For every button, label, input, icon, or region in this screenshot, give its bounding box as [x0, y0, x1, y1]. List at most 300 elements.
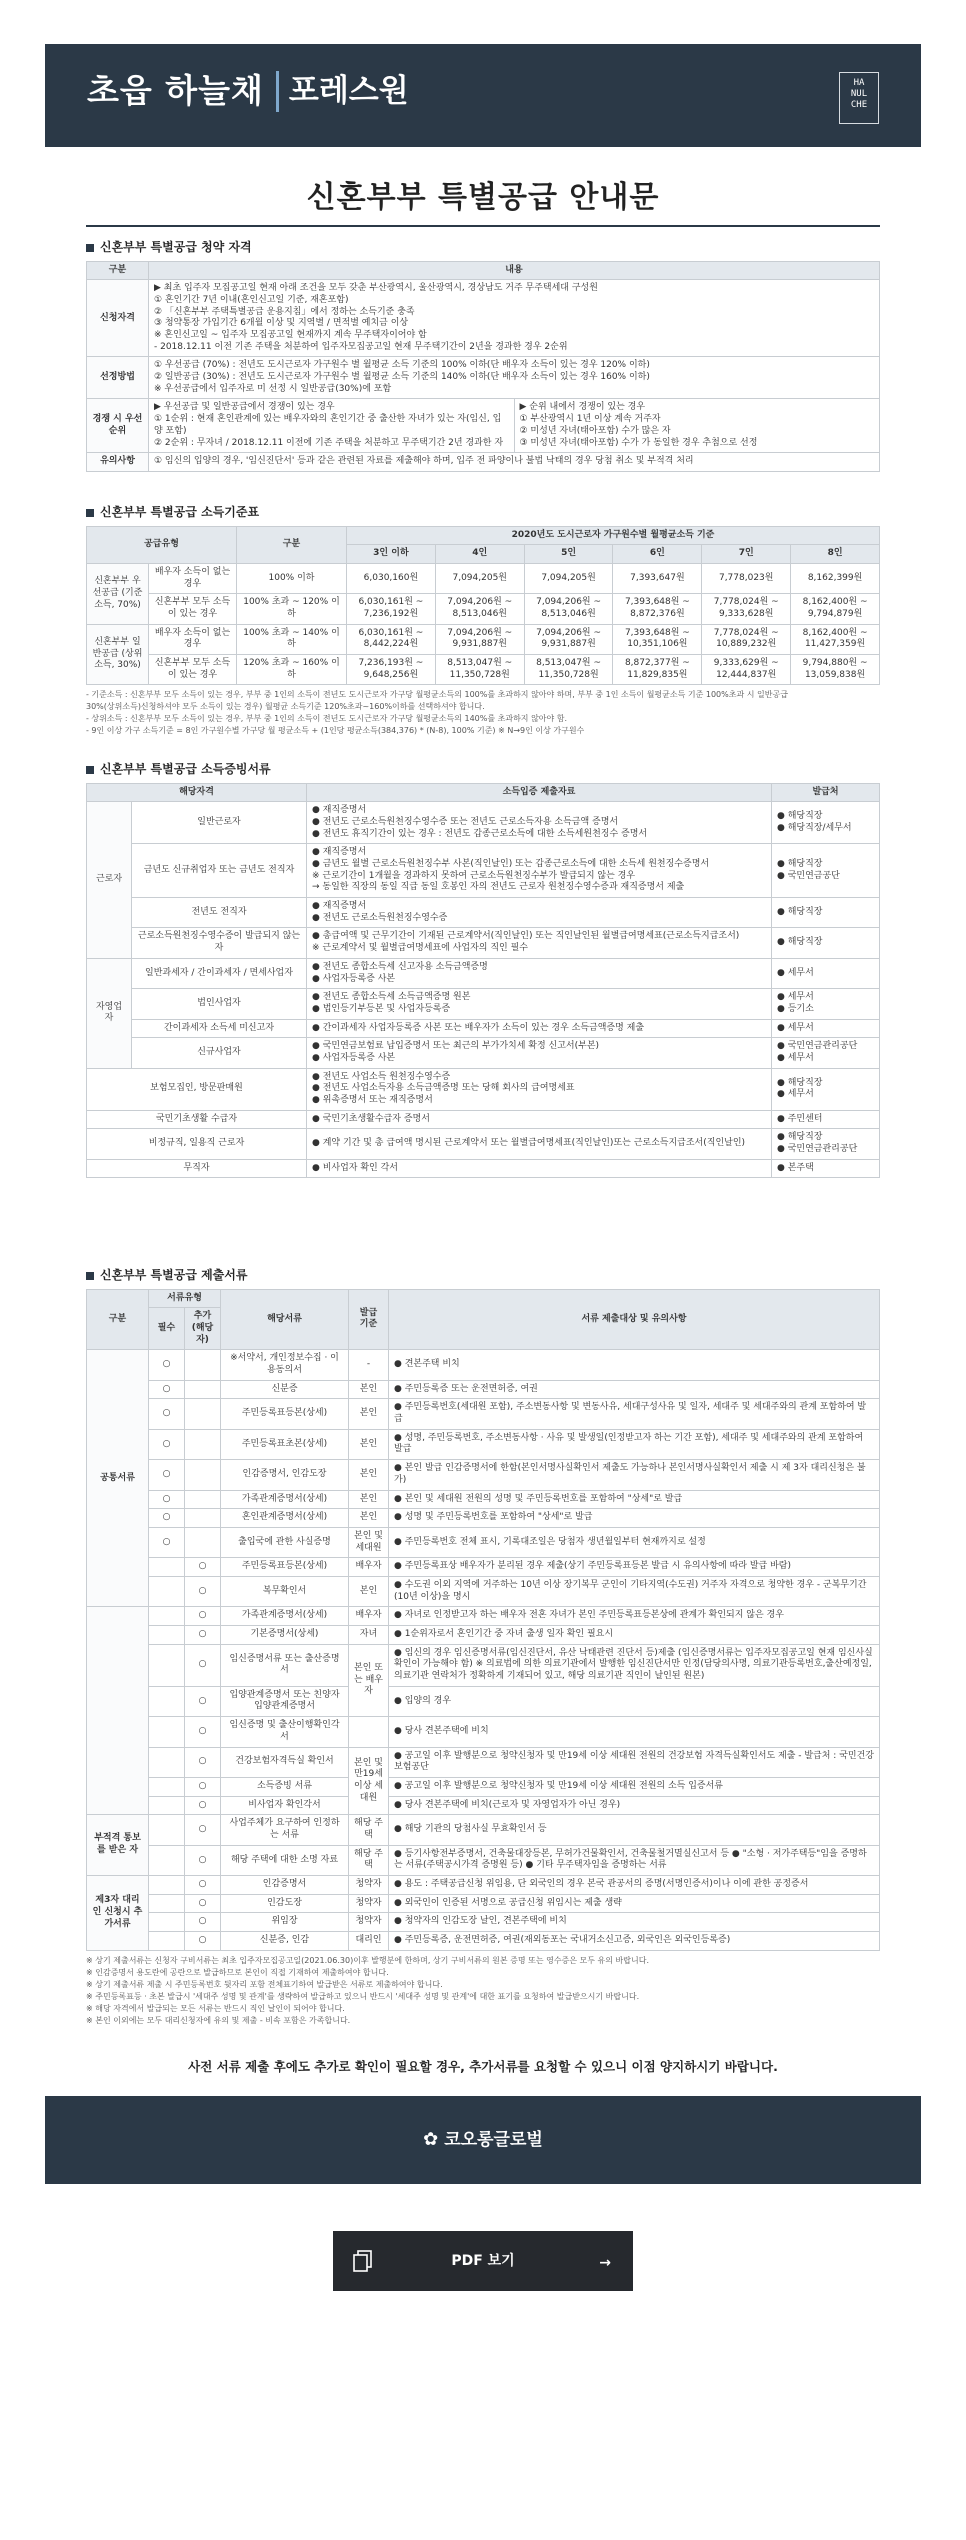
income-value: 8,162,400원 ~ 11,427,359원 [791, 624, 880, 654]
eligibility-row [87, 453, 880, 472]
col-header: 소득입증 제출자료 [307, 783, 772, 802]
required-mark [149, 1717, 185, 1747]
text-line: ● 해당직장 [777, 811, 823, 822]
additional-mark: ○ [185, 1747, 221, 1777]
required-mark [149, 1894, 185, 1913]
col-header: 추가 (해당자) [185, 1308, 221, 1350]
section-heading [86, 762, 880, 778]
additional-mark [185, 1509, 221, 1528]
additional-mark [185, 1527, 221, 1557]
submission-notes [86, 1955, 880, 2027]
eligibility-row [87, 399, 880, 453]
issue-basis: 청약자 [349, 1894, 389, 1913]
document-note: ● 용도 : 주택공급신청 위임용, 단 외국인의 경우 본국 관공서의 증명(서명인증서)이나 이에 관한 공정증서 [389, 1876, 880, 1895]
document-name: 해당 주택에 대한 소명 자료 [221, 1845, 349, 1875]
income-value: 6,030,160원 [347, 563, 436, 593]
text-line: ● 세무서 [777, 1052, 814, 1063]
issue-basis: 본인 및 만19세이상 세대원 [349, 1747, 389, 1815]
document-note: ● 공고일 이후 발행분으로 청약신청자 및 만19세 이상 세대원 전원의 건강보험 자격득실확인서도 제출 - 발급처 : 국민건강보험공단 [389, 1747, 880, 1777]
company-name: 코오롱글로벌 [444, 2129, 543, 2150]
text-line: ● 전년도 종합소득세 신고자용 소득금액증명 [312, 961, 488, 972]
submission-doc-row [87, 1717, 880, 1747]
text-line: ● 사업자등록증 사본 [312, 973, 396, 984]
text-line: ※ 혼인신고일 ~ 입주자 모집공고일 현재까지 계속 무주택자이어야 함 [154, 330, 427, 341]
subcategory-label: 근로소득원천징수영수증이 발급되지 않는 자 [132, 928, 307, 958]
document-name: 소득증빙 서류 [221, 1777, 349, 1796]
row-label: 신청자격 [87, 280, 149, 357]
required-docs [307, 1038, 772, 1068]
income-doc-row [87, 802, 880, 844]
required-mark: ○ [149, 1380, 185, 1399]
col-header: 발급 기준 [349, 1289, 389, 1350]
text-line: ● 국민기초생활수급자 증명서 [312, 1113, 430, 1124]
document-note: ● 성명, 주민등록번호, 주소변동사항 · 사유 및 발생일(인정받고자 하는 기간 포함), 세대주 및 세대주와의 관계 포함하여 발급 [389, 1429, 880, 1459]
required-docs [307, 1110, 772, 1129]
income-value: 7,393,647원 [613, 563, 702, 593]
income-value: 8,872,377원 ~ 11,829,835원 [613, 655, 702, 685]
submission-doc-row [87, 1399, 880, 1429]
submission-doc-row [87, 1429, 880, 1459]
required-mark [149, 1913, 185, 1932]
col-header: 서류유형 [149, 1289, 221, 1308]
row-content [149, 399, 515, 453]
page-title: 신혼부부 특별공급 안내문 [306, 180, 660, 215]
additional-mark: ○ [185, 1913, 221, 1932]
col-header: 6인 [613, 545, 702, 564]
issue-basis [349, 1717, 389, 1747]
subcategory-label: 간이과세자 소득세 미신고자 [132, 1019, 307, 1038]
text-line: ● 전년도 근로소득원천징수영수증 또는 전년도 근로소득자용 소득금액 증명서 [312, 816, 619, 827]
text-line: ● 금년도 월별 근로소득원천징수부 사본(직인날인) 또는 갑종근로소득에 대한 소득세 원천징수증명서 [312, 859, 710, 870]
income-row [87, 624, 880, 654]
text-line: ● 세무서 [777, 992, 814, 1003]
income-value: 7,236,193원 ~ 9,648,256원 [347, 655, 436, 685]
logo-line: NUL [850, 89, 868, 99]
text-line: ● 재직증명서 [312, 901, 367, 912]
issue-basis: 배우자 [349, 1558, 389, 1577]
pct-range: 100% 초과 ~ 120% 이하 [237, 594, 347, 624]
note-line: ※ 상기 제출서류는 신청자 구비서류는 최초 입주자모집공고일(2021.06.30)이후 발행분에 한하며, 상기 구비서류의 원본 증명 또는 영수증은 모두 유의 바랍니다. [86, 1955, 650, 1965]
required-mark [149, 1644, 185, 1686]
issuer [772, 1019, 880, 1038]
document-note: ● 본인 및 세대원 전원의 성명 및 주민등록번호를 포함하여 "상세"로 발급 [389, 1490, 880, 1509]
header-banner [45, 44, 921, 147]
document-name: 입양관계증명서 또는 친양자 입양관계증명서 [221, 1686, 349, 1716]
text-line: ▶ 우선공급 및 일반공급에서 경쟁이 있는 경우 [154, 402, 335, 413]
income-value: 7,778,024원 ~ 9,333,628원 [702, 594, 791, 624]
required-mark [149, 1558, 185, 1577]
required-mark [149, 1796, 185, 1815]
issue-basis: 배우자 [349, 1607, 389, 1626]
subcategory-label: 금년도 신규취업자 또는 금년도 전직자 [132, 844, 307, 898]
document-note: ● 주민등록증, 운전면허증, 여권(재외동포는 국내거소신고증, 외국인은 외국인등록증) [389, 1932, 880, 1951]
col-header: 구분 [87, 1289, 149, 1350]
eligibility-row [87, 280, 880, 357]
required-docs [307, 1019, 772, 1038]
required-mark: ○ [149, 1527, 185, 1557]
issue-basis: 본인 [349, 1490, 389, 1509]
submission-docs-table [86, 1289, 880, 1951]
brand [87, 70, 419, 113]
income-row [87, 594, 880, 624]
col-header: 해당서류 [221, 1289, 349, 1350]
issue-basis: 본인 [349, 1460, 389, 1490]
required-docs [307, 989, 772, 1019]
text-line: ● 본주택 [777, 1162, 814, 1173]
issue-basis: 본인 또는 배우자 [349, 1644, 389, 1716]
issue-basis: 해당 주택 [349, 1815, 389, 1845]
category-label: 근로자 [87, 802, 132, 959]
text-line: ※ 근로계약서 및 월별급여명세표에 사업자의 직인 필수 [312, 943, 528, 954]
document-note: ● 주민등록증 또는 운전면허증, 여권 [389, 1380, 880, 1399]
pct-range: 100% 이하 [237, 563, 347, 593]
text-line: ● 전년도 사업소득 원천징수영수증 [312, 1071, 451, 1082]
required-mark: ○ [149, 1509, 185, 1528]
issue-basis: - [349, 1350, 389, 1380]
text-line: ② 2순위 : 무자녀 / 2018.12.11 이전에 기존 주택을 처분하고 무주택기간 2년 경과한 자 [154, 437, 504, 448]
submission-doc-row [87, 1350, 880, 1380]
submission-doc-row [87, 1626, 880, 1645]
required-mark: ○ [149, 1460, 185, 1490]
subcategory-label: 무직자 [87, 1159, 307, 1178]
income-docs-table [86, 783, 880, 1179]
text-line: ● 등기소 [777, 1003, 814, 1014]
issue-basis: 본인 [349, 1399, 389, 1429]
document-note: ● 입양의 경우 [389, 1686, 880, 1716]
text-line: ● 법인등기부등본 및 사업자등록증 [312, 1003, 451, 1014]
group-label: 공통서류 [87, 1350, 149, 1607]
sub-label: 신혼부부 모두 소득이 있는 경우 [149, 594, 237, 624]
bullet-square-icon [86, 766, 94, 774]
section-heading-text: 신혼부부 특별공급 제출서류 [100, 1268, 248, 1282]
document-name: 비사업자 확인각서 [221, 1796, 349, 1815]
sub-label: 배우자 소득이 없는 경우 [149, 563, 237, 593]
group-label: 제3자 대리인 신청시 추가서류 [87, 1876, 149, 1951]
required-mark [149, 1932, 185, 1951]
submission-doc-row [87, 1686, 880, 1716]
required-mark: ○ [149, 1429, 185, 1459]
required-mark [149, 1686, 185, 1716]
income-value: 7,094,206원 ~ 8,513,046원 [524, 594, 613, 624]
group-label: 신혼부부 일반공급 (상위소득, 30%) [87, 624, 149, 685]
income-row [87, 655, 880, 685]
col-header: 공급유형 [87, 526, 237, 563]
income-value: 7,094,205원 [435, 563, 524, 593]
income-value: 7,094,206원 ~ 8,513,046원 [435, 594, 524, 624]
document-note: ● 수도권 이외 지역에 거주하는 10년 이상 장기복무 군인이 기타지역(수도권) 거주자 자격으로 청약한 경우 - 군복무기간(10년 이상)을 명시 [389, 1576, 880, 1606]
document-note: ● 공고일 이후 발행분으로 청약신청자 및 만19세 이상 세대원 전원의 소득 입증서류 [389, 1777, 880, 1796]
text-line: ① 혼인기간 7년 이내(혼인신고일 기준, 재혼포함) [154, 294, 349, 305]
document-note: ● 견본주택 비치 [389, 1350, 880, 1380]
bullet-square-icon [86, 509, 94, 517]
required-docs [307, 1129, 772, 1159]
additional-mark [185, 1429, 221, 1459]
text-line: ● 전년도 종합소득세 소득금액증명 원본 [312, 992, 471, 1003]
col-header: 서류 제출대상 및 유의사항 [389, 1289, 880, 1350]
additional-mark: ○ [185, 1932, 221, 1951]
document-name: 신분증, 인감 [221, 1932, 349, 1951]
income-doc-row [87, 844, 880, 898]
section-submission-docs [86, 1268, 880, 2027]
income-doc-row [87, 1110, 880, 1129]
eligibility-row [87, 357, 880, 399]
section-heading [86, 240, 880, 256]
issuer [772, 1038, 880, 1068]
note-line: ※ 주민등록표등 · 초본 발급시 '세대주 성명 및 관계'를 생략하여 발급하고 있으니 반드시 '세대주 성명 및 관계'에 대한 표기를 요청하여 발급받으시기 바랍니다. [86, 1991, 640, 2001]
additional-mark: ○ [185, 1717, 221, 1747]
income-value: 8,513,047원 ~ 11,350,728원 [435, 655, 524, 685]
text-line: ● 해당직장 [777, 1077, 823, 1088]
note-line: - 9인 이상 가구 소득기준 = 8인 가구원수별 가구당 월 평균소득 + (1인당 평균소득(384,376) * (N-8), 100% 기준) ※ N→9인 이상 가구원수 [86, 726, 585, 736]
col-header: 발급처 [772, 783, 880, 802]
col-header: 8인 [791, 545, 880, 564]
title-divider [86, 225, 880, 227]
additional-mark [185, 1399, 221, 1429]
section-heading-text: 신혼부부 특별공급 소득기준표 [100, 505, 260, 519]
additional-mark: ○ [185, 1686, 221, 1716]
income-table [86, 526, 880, 686]
note-line: - 기준소득 : 신혼부부 모두 소득이 있는 경우, 부부 중 1인의 소득이 전년도 도시근로자 가구당 월평균소득의 100%를 초과하지 않아야 하며, 부부 중 1인 소득이 월평균소득 기준 100%초과 시 일반공급 [86, 690, 788, 700]
issue-basis: 본인 [349, 1429, 389, 1459]
submission-doc-row [87, 1845, 880, 1875]
col-header: 해당자격 [87, 783, 307, 802]
required-mark: ○ [149, 1350, 185, 1380]
brand-sub: 포레스원 [276, 71, 419, 111]
submission-doc-row [87, 1932, 880, 1951]
section-heading [86, 505, 880, 521]
subcategory-label: 비정규직, 일용직 근로자 [87, 1129, 307, 1159]
submission-doc-row [87, 1490, 880, 1509]
text-line: ※ 근로기간이 1개월을 경과하지 못하여 근로소득원천징수부가 발급되지 않는 경우 [312, 870, 636, 881]
section-eligibility [86, 240, 880, 472]
text-line: ● 간이과세자 사업자등록증 사본 또는 배우자가 소득이 있는 경우 소득금액증명 제출 [312, 1022, 645, 1033]
text-line: ● 해당직장 [777, 937, 823, 948]
subcategory-label: 법인사업자 [132, 989, 307, 1019]
income-row [87, 563, 880, 593]
text-line: ● 해당직장 [777, 906, 823, 917]
income-value: 7,393,648원 ~ 8,872,376원 [613, 594, 702, 624]
text-line: ● 해당직장 [777, 859, 823, 870]
text-line: ② 미성년 자녀(태아포함) 수가 많은 자 [519, 425, 671, 436]
document-note: ● 청약자의 인감도장 날인, 견본주택에 비치 [389, 1913, 880, 1932]
submission-doc-row [87, 1644, 880, 1686]
issue-basis: 본인 [349, 1576, 389, 1606]
text-line: → 동일한 직장의 동일 직급 동일 호봉인 자의 전년도 근로자 원천징수영수증과 재직증명서 제출 [312, 882, 685, 893]
document-name: 인감증명서 [221, 1876, 349, 1895]
text-line: ● 재직증명서 [312, 847, 367, 858]
row-content [149, 280, 880, 357]
sub-label: 배우자 소득이 없는 경우 [149, 624, 237, 654]
text-line: ● 국민연금관리공단 [777, 1041, 858, 1052]
issue-basis: 해당 주택 [349, 1845, 389, 1875]
note-line: ※ 인감증명서 용도란에 공란으로 발급하므로 본인이 직접 기재하여 제출하여야 합니다. [86, 1967, 389, 1977]
additional-mark [185, 1380, 221, 1399]
document-note: ● 당사 견본주택에 비치(근로자 및 자영업자가 아닌 경우) [389, 1796, 880, 1815]
text-line: ● 재직증명서 [312, 805, 367, 816]
section-heading-text: 신혼부부 특별공급 청약 자격 [100, 240, 252, 254]
income-value: 7,778,024원 ~ 10,889,232원 [702, 624, 791, 654]
income-doc-row [87, 898, 880, 928]
required-mark: ○ [149, 1399, 185, 1429]
income-value: 8,513,047원 ~ 11,350,728원 [524, 655, 613, 685]
text-line: ● 국민연금관리공단 [777, 1144, 858, 1155]
note-line: ※ 본인 이외에는 모두 대리신청자에 유의 및 제출 - 비속 포함은 가족합니다. [86, 2015, 351, 2025]
additional-mark [185, 1490, 221, 1509]
row-content [514, 399, 880, 453]
footer-banner [45, 2096, 921, 2184]
additional-mark: ○ [185, 1644, 221, 1686]
document-name: 건강보험자격득실 확인서 [221, 1747, 349, 1777]
additional-mark: ○ [185, 1815, 221, 1845]
brand-main: 초읍 하늘채 [87, 71, 264, 110]
document-note: ● 임신의 경우 임신증명서류(임신진단서, 유산 낙태관련 진단서 등)제출 (임신증명서류는 입주자모집공고일 현재 임신사실 확인이 가능해야 함) ※ 의료법에 의한 의료기관에서 발행한 임신진단서만 인정(담당의사명, 의료기관등록번호,출산예정일, 의료기관 연락처가 정확하게 기재되어 있고, 해당 의료기관 직인이 날인된 원본) [389, 1644, 880, 1686]
additional-mark: ○ [185, 1607, 221, 1626]
required-docs [307, 898, 772, 928]
subcategory-label: 보험모집인, 방문판매원 [87, 1068, 307, 1110]
col-header: 5인 [524, 545, 613, 564]
document-note: ● 주민등록번호 전체 표시, 기록대조일은 당첨자 생년월일부터 현재까지로 설정 [389, 1527, 880, 1557]
required-mark [149, 1876, 185, 1895]
pct-range: 120% 초과 ~ 160% 이하 [237, 655, 347, 685]
income-notes [86, 689, 880, 737]
additional-mark: ○ [185, 1876, 221, 1895]
text-line: ① 부산광역시 1년 이상 계속 거주자 [519, 414, 661, 425]
col-header: 내용 [149, 261, 880, 280]
issuer [772, 844, 880, 898]
income-value: 6,030,161원 ~ 8,442,224원 [347, 624, 436, 654]
income-doc-row [87, 989, 880, 1019]
income-doc-row [87, 1038, 880, 1068]
text-line: - 2018.12.11 이전 기존 주택을 처분하여 입주자모집공고일 현재 무주택기간이 2년을 경과한 경우 2순위 [154, 341, 568, 352]
required-docs [307, 802, 772, 844]
subcategory-label: 일반근로자 [132, 802, 307, 844]
note-line: - 상위소득 : 신혼부부 모두 소득이 있는 경우, 부부 중 1인의 소득이 전년도 도시근로자 가구당 월평균소득의 140%를 초과하지 않아야 함. [86, 714, 568, 724]
income-value: 7,778,023원 [702, 563, 791, 593]
required-mark [149, 1777, 185, 1796]
document-name: 임신증명서류 또는 출산증명서 [221, 1644, 349, 1686]
bullet-square-icon [86, 1272, 94, 1280]
section-income-docs [86, 762, 880, 1178]
document-name: 가족관계증명서(상세) [221, 1607, 349, 1626]
submission-doc-row [87, 1796, 880, 1815]
income-doc-row [87, 1159, 880, 1178]
income-value: 6,030,161원 ~ 7,236,192원 [347, 594, 436, 624]
document-name: 사업주체가 요구하여 인정하는 서류 [221, 1815, 349, 1845]
text-line: ● 전년도 사업소득자용 소득금액증명 또는 당해 회사의 급여명세표 [312, 1083, 575, 1094]
pdf-view-button[interactable] [333, 2231, 633, 2291]
submission-doc-row [87, 1815, 880, 1845]
submission-doc-row [87, 1894, 880, 1913]
submission-doc-row [87, 1777, 880, 1796]
document-note: ● 주민등록번호(세대원 포함), 주소변동사항 및 변동사유, 세대구성사유 및 일자, 세대주 및 세대주와의 관계 포함하여 발급 [389, 1399, 880, 1429]
document-name: 위임장 [221, 1913, 349, 1932]
additional-mark: ○ [185, 1576, 221, 1606]
additional-mark: ○ [185, 1894, 221, 1913]
section-income-criteria [86, 505, 880, 737]
hanulche-logo [839, 72, 879, 124]
issue-basis: 본인 및 세대원 [349, 1527, 389, 1557]
text-line: ● 국민연금공단 [777, 870, 840, 881]
section-heading-text: 신혼부부 특별공급 소득증빙서류 [100, 762, 271, 776]
issue-basis: 본인 [349, 1380, 389, 1399]
income-doc-row [87, 928, 880, 958]
pct-range: 100% 초과 ~ 140% 이하 [237, 624, 347, 654]
document-note: ● 외국인이 인증된 서명으로 공급신청 위임시는 제출 생략 [389, 1894, 880, 1913]
required-mark [149, 1607, 185, 1626]
income-value: 7,393,648원 ~ 10,351,106원 [613, 624, 702, 654]
document-name: 기본증명서(상세) [221, 1626, 349, 1645]
text-line: ① 1순위 : 현재 혼인관계에 있는 배우자와의 혼인기간 중 출산한 자녀가 있는 자(임신, 입양 포함) [154, 414, 502, 436]
document-note: ● 등기사항전부증명서, 건축물대장등본, 무허가건물확인서, 건축물철거멸실신고서 등 ● "소형 · 저가주택등"임을 증명하는 서류(주택공시가격 증명원 등) ● 기타 무주택자임을 증명하는 서류 [389, 1845, 880, 1875]
col-header: 4인 [435, 545, 524, 564]
subcategory-label: 전년도 전직자 [132, 898, 307, 928]
document-name: 가족관계증명서(상세) [221, 1490, 349, 1509]
required-docs [307, 958, 772, 988]
note-line: ※ 상기 제출서류 제출 시 주민등록번호 뒷자리 포함 전체표기하여 발급받은 서류로 제출하여야 합니다. [86, 1979, 443, 1989]
text-line: ● 계약 기간 및 총 급여액 명시된 근로계약서 또는 월별급여명세표(직인날인)또는 근로소득지급조서(직인날인) [312, 1138, 746, 1149]
document-note: ● 본인 발급 인감증명서에 한함(본인서명사실확인서 제출도 가능하나 본인서명사실확인서 제출 시 제 3자 대리신청은 불가) [389, 1460, 880, 1490]
col-header: 2020년도 도시근로자 가구원수별 월평균소득 기준 [347, 526, 880, 545]
document-name: 주민등록표등본(상세) [221, 1399, 349, 1429]
col-header: 구분 [87, 261, 149, 280]
issue-basis: 청약자 [349, 1876, 389, 1895]
document-name: 혼인관계증명서(상세) [221, 1509, 349, 1528]
text-line: ● 주민센터 [777, 1113, 823, 1124]
text-line: ● 위촉증명서 또는 재직증명서 [312, 1095, 433, 1106]
document-note: ● 주민등록표상 배우자가 분리된 경우 제출(상기 주민등록표등본 발급 시 유의사항에 따라 발급 바람) [389, 1558, 880, 1577]
issue-basis: 자녀 [349, 1626, 389, 1645]
logo-line: CHE [850, 100, 868, 110]
submission-doc-row [87, 1460, 880, 1490]
logo-line: HA [853, 78, 865, 88]
issuer [772, 898, 880, 928]
document-note: ● 당사 견본주택에 비치 [389, 1717, 880, 1747]
required-mark [149, 1747, 185, 1777]
income-value: 7,094,206원 ~ 9,931,887원 [435, 624, 524, 654]
subcategory-label: 일반과세자 / 간이과세자 / 면세사업자 [132, 958, 307, 988]
text-line: ● 사업자등록증 사본 [312, 1052, 396, 1063]
document-name: 주민등록표초본(상세) [221, 1429, 349, 1459]
issuer [772, 1129, 880, 1159]
col-header: 3인 이하 [347, 545, 436, 564]
income-value: 9,333,629원 ~ 12,444,837원 [702, 655, 791, 685]
document-name: 신분증 [221, 1380, 349, 1399]
document-name: 주민등록표등본(상세) [221, 1558, 349, 1577]
text-line: ● 국민연금보험료 납입증명서 또는 최근의 부가가치세 확정 신고서(부본) [312, 1041, 600, 1052]
income-value: 8,162,399원 [791, 563, 880, 593]
text-line: ③ 청약통장 가입기간 6개월 이상 및 지역별 / 면적별 예치금 이상 [154, 318, 409, 329]
document-icon [353, 2250, 373, 2272]
row-label: 경쟁 시 우선순위 [87, 399, 149, 453]
pdf-view-label: PDF 보기 [451, 2252, 515, 2269]
text-line: ③ 미성년 자녀(태아포함) 수가 가 동일한 경우 추첨으로 선정 [519, 437, 758, 448]
submission-doc-row [87, 1747, 880, 1777]
submission-doc-row [87, 1527, 880, 1557]
issuer [772, 928, 880, 958]
text-line: ● 세무서 [777, 1022, 814, 1033]
document-note: ● 1순위자로서 혼인기간 중 자녀 출생 일자 확인 필요시 [389, 1626, 880, 1645]
text-line: ② 「신혼부부 주택특별공급 운용지침」에서 정하는 소득기준 충족 [154, 306, 415, 317]
issue-basis: 청약자 [349, 1913, 389, 1932]
text-line: ● 전년도 근로소득원천징수영수증 [312, 912, 448, 923]
text-line: ● 총급여액 및 근무기간이 기재된 근로계약서(직인날인) 또는 직인날인된 월별급여명세표(근로소득지급조서) [312, 931, 740, 942]
submission-doc-row [87, 1380, 880, 1399]
required-mark: ○ [149, 1490, 185, 1509]
group-label [87, 1607, 149, 1815]
additional-mark [185, 1350, 221, 1380]
subcategory-label: 국민기초생활 수급자 [87, 1110, 307, 1129]
required-docs [307, 844, 772, 898]
